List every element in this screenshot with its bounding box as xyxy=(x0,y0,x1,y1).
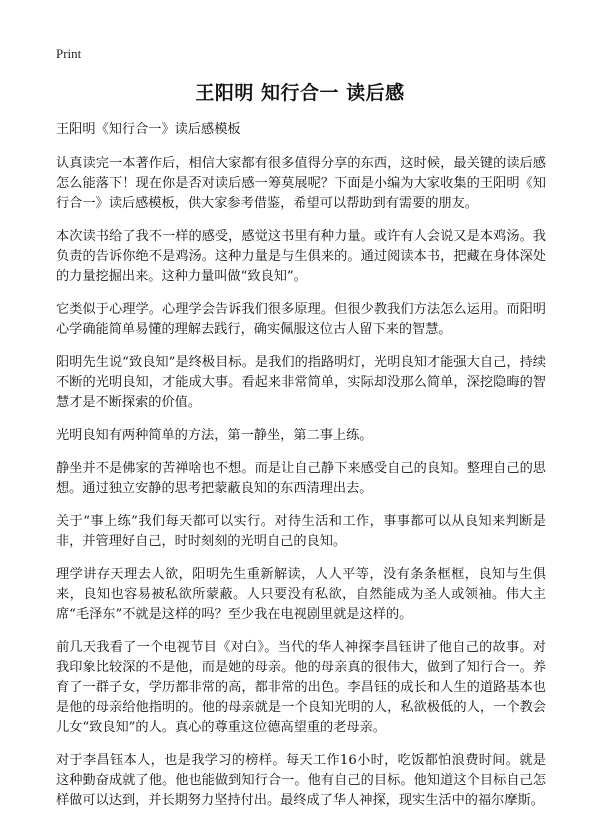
paragraph-8: 理学讲存天理去人欲，阳明先生重新解读，人人平等，没有条条框框，良知与生俱来，良知也容易被私欲所蒙蔽。人只要没有私欲，自然能成为圣人或领袖。伟大主席“毛泽东”不就是这样的吗？至少我在电视剧里就是这样的。 xyxy=(56,567,546,622)
paragraph-9: 前几天我看了一个电视节目《对白》。当代的华人神探李昌钰讲了他自己的故事。对我印象比较深的不是他，而是她的母亲。他的母亲真的很伟大，做到了知行合一。养育了一群子女，学历都非常的高，都非常的出色。李昌钰的成长和人生的道路基本也是他的母亲给他指明的。他的母亲就是一个良知光明的人，私欲极低的人，一个教会儿女“致良知”的人。真心的尊重这位德高望重的老母亲。 xyxy=(56,640,546,735)
paragraph-1: 认真读完一本著作后，相信大家都有很多值得分享的东西，这时候，最关键的读后感怎么能落下！现在你是否对读后感一筹莫展呢？下面是小编为大家收集的王阳明《知行合一》读后感模板，供大家参考借鉴，希望可以帮助到有需要的朋友。 xyxy=(56,156,546,211)
paragraph-4: 阳明先生说“致良知”是终极目标。是我们的指路明灯，光明良知才能强大自己，持续不断的光明良知，才能成大事。看起来非常简单，实际却没那么简单，深挖隐晦的智慧才是不断探索的价值。 xyxy=(56,355,546,410)
paragraph-7: 关于“事上练”我们每天都可以实行。对待生活和工作，事事都可以从良知来判断是非，并管理好自己，时时刻刻的光明自己的良知。 xyxy=(56,514,546,549)
paragraph-6: 静坐并不是佛家的苦禅啥也不想。而是让自己静下来感受自己的良知。整理自己的思想。通过独立安静的思考把蒙蔽良知的东西清理出去。 xyxy=(56,461,546,496)
paragraph-10: 对于李昌钰本人，也是我学习的榜样。每天工作16小时，吃饭都怕浪费时间。就是这种勤奋成就了他。他也能做到知行合一。他有自己的目标。他知道这个目标自己怎样做可以达到，并长期努力坚持付出。最终成了华人神探，现实生活中的福尔摩斯。 xyxy=(56,753,546,808)
article-body xyxy=(56,120,546,824)
paragraph-3: 它类似于心理学。心理学会告诉我们很多原理。但很少教我们方法怎么运用。而阳明心学确能简单易懂的理解去践行，确实佩服这位古人留下来的智慧。 xyxy=(56,302,546,337)
paragraph-5: 光明良知有两种简单的方法，第一静坐，第二事上练。 xyxy=(56,428,373,443)
paragraph-2: 本次读书给了我不一样的感受，感觉这书里有种力量。或许有人会说又是本鸡汤。我负责的告诉你绝不是鸡汤。这种力量是与生俱来的。通过阅读本书，把藏在身体深处的力量挖掘出来。这种力量叫做“致良知”。 xyxy=(56,229,546,284)
print-link[interactable]: Print xyxy=(56,46,82,61)
page-title: 王阳明 知行合一 读后感 xyxy=(195,82,405,104)
article-subtitle: 王阳明《知行合一》读后感模板 xyxy=(56,122,241,137)
